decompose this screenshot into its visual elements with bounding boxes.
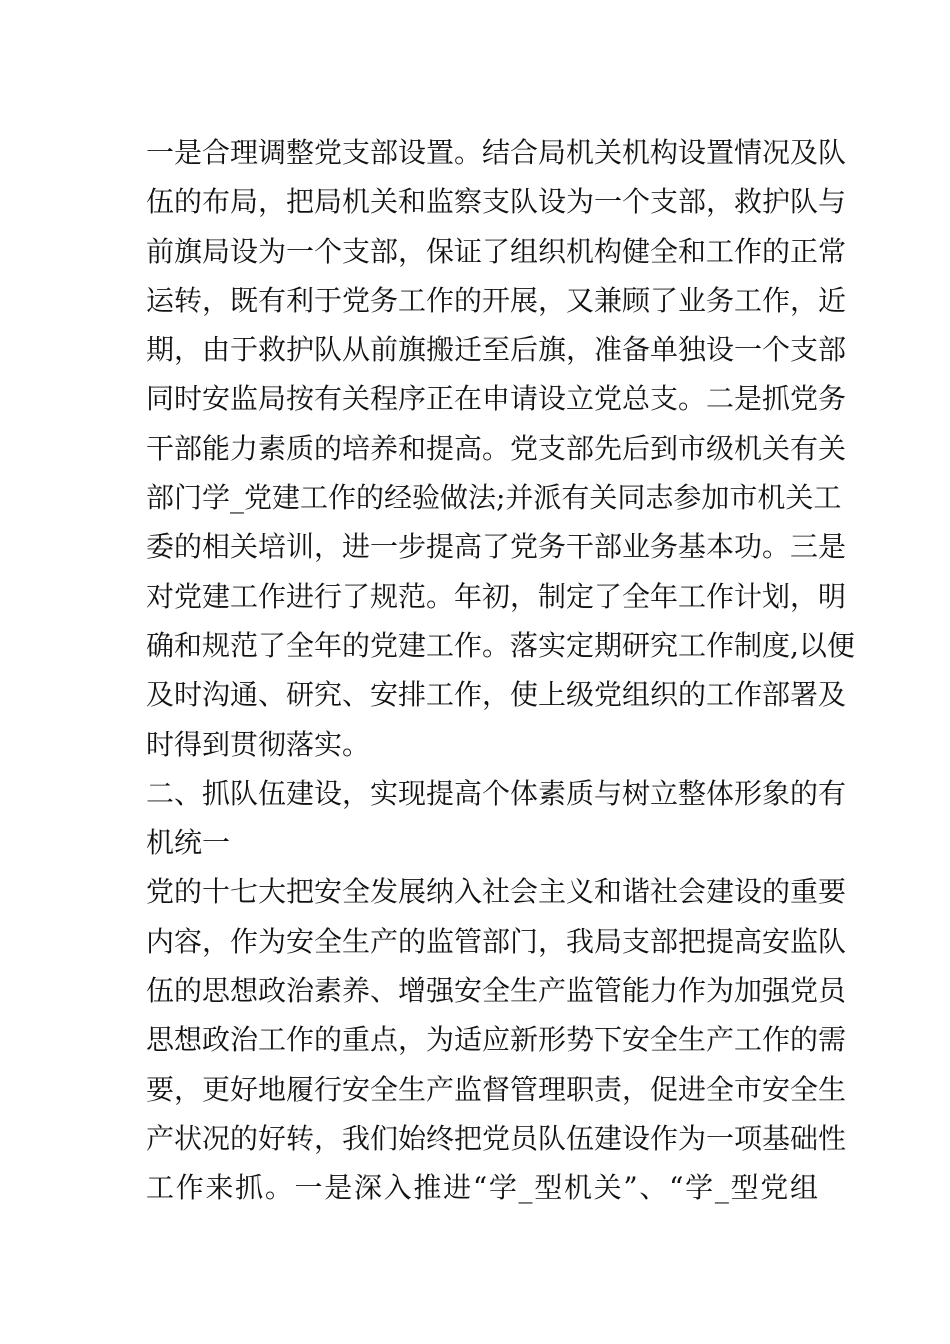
text-line: 思想政治工作的重点，为适应新形势下安全生产工作的需 <box>146 1023 847 1057</box>
text-line: 工作来抓。一是深入推进“学_型机关”、“学_型党组 <box>146 1171 818 1205</box>
section-heading-line: 机统一 <box>146 826 231 860</box>
text-line: 确和规范了全年的党建工作。落实定期研究工作制度,以便 <box>146 628 855 662</box>
text-line: 及时沟通、研究、安排工作，使上级党组织的工作部署及 <box>146 678 847 712</box>
body-text <box>146 128 855 1213</box>
text-line: 产状况的好转，我们始终把党员队伍建设作为一项基础性 <box>146 1121 847 1155</box>
text-line: 伍的思想政治素养、增强安全生产监管能力作为加强党员 <box>146 974 847 1008</box>
text-line: 干部能力素质的培养和提高。党支部先后到市级机关有关 <box>146 431 847 465</box>
text-line: 对党建工作进行了规范。年初，制定了全年工作计划，明 <box>146 579 847 613</box>
text-line: 运转，既有利于党务工作的开展，又兼顾了业务工作，近 <box>146 283 847 317</box>
text-line: 委的相关培训，进一步提高了党务干部业务基本功。三是 <box>146 530 847 564</box>
text-line: 党的十七大把安全发展纳入社会主义和谐社会建设的重要 <box>146 875 847 909</box>
text-line: 同时安监局按有关程序正在申请设立党总支。二是抓党务 <box>146 382 847 416</box>
text-line: 时得到贯彻落实。 <box>146 727 371 761</box>
text-line: 部门学_党建工作的经验做法;并派有关同志参加市机关工 <box>146 481 842 515</box>
text-line: 一是合理调整党支部设置。结合局机关机构设置情况及队 <box>146 136 847 169</box>
section-heading-line: 二、抓队伍建设，实现提高个体素质与树立整体形象的有 <box>146 776 847 810</box>
text-line: 前旗局设为一个支部，保证了组织机构健全和工作的正常 <box>146 234 847 268</box>
text-line: 期，由于救护队从前旗搬迁至后旗，准备单独设一个支部 <box>146 333 847 367</box>
text-line: 内容，作为安全生产的监管部门，我局支部把提高安监队 <box>146 924 847 958</box>
text-line: 伍的布局，把局机关和监察支队设为一个支部，救护队与 <box>146 185 847 219</box>
text-line: 要，更好地履行安全生产监督管理职责，促进全市安全生 <box>146 1072 847 1106</box>
